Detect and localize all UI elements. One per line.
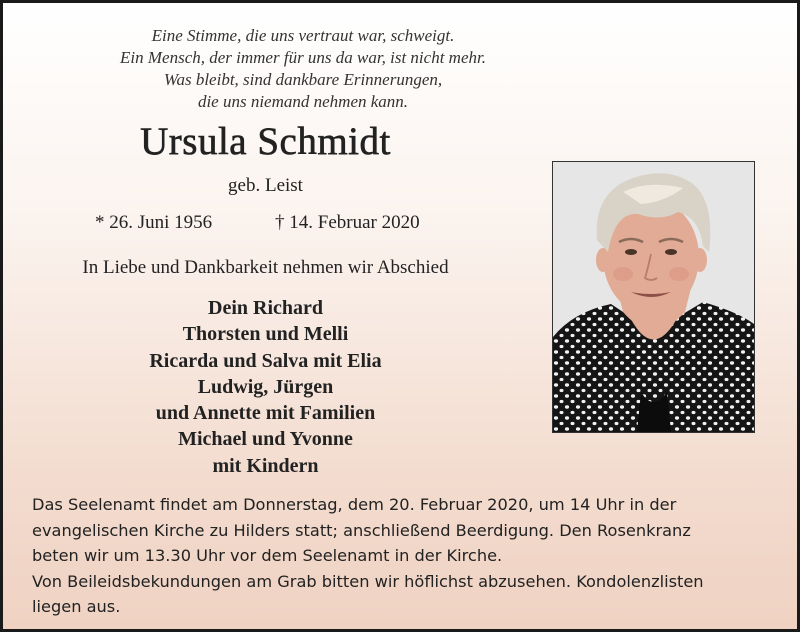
- family-line: und Annette mit Familien: [155, 402, 376, 425]
- notice-line: beten wir um 13.30 Uhr vor dem Seelenamt in der Kirche.: [32, 546, 503, 566]
- portrait-photo: [552, 161, 755, 433]
- farewell-line: In Liebe und Dankbarkeit nehmen wir Abschied: [82, 257, 449, 278]
- family-line: mit Kindern: [212, 454, 319, 477]
- notice-line: Das Seelenamt findet am Donnerstag, dem 20. Februar 2020, um 14 Uhr in der: [32, 495, 677, 514]
- notice-line: liegen aus.: [32, 597, 121, 617]
- cheek-right: [669, 267, 689, 281]
- notice-line: Von Beileidsbekundungen am Grab bitten wir höflichst abzusehen. Kondolenzlisten: [32, 571, 704, 591]
- family-line: Ricarda und Salva mit Elia: [149, 349, 382, 372]
- poem-line: Ein Mensch, der immer für uns da war, ist nicht mehr.: [120, 48, 486, 67]
- poem: [3, 25, 603, 113]
- family-line: Dein Richard: [208, 297, 323, 319]
- family-list: [3, 295, 528, 479]
- cheek-left: [613, 267, 633, 281]
- notice-line: evangelischen Kirche zu Hilders statt; anschließend Beerdigung. Den Rosenkranz: [32, 520, 691, 540]
- ear-right: [693, 248, 707, 272]
- eye-left: [625, 249, 637, 255]
- family-line: Michael und Yvonne: [178, 428, 353, 451]
- eye-right: [665, 249, 677, 255]
- birth-date: * 26. Juni 1956: [95, 212, 213, 233]
- poem-line: Eine Stimme, die uns vertraut war, schweigt.: [151, 26, 455, 45]
- poem-line: Was bleibt, sind dankbare Erinnerungen,: [163, 70, 443, 89]
- portrait-drawing: [553, 162, 754, 432]
- death-date: † 14. Februar 2020: [275, 212, 420, 233]
- family-line: Ludwig, Jürgen: [197, 375, 334, 398]
- family-line: Thorsten und Melli: [182, 323, 349, 346]
- service-notice: [32, 492, 782, 620]
- deceased-name: Ursula Schmidt: [140, 120, 391, 163]
- poem-line: die uns niemand nehmen kann.: [197, 92, 409, 111]
- maiden-name: geb. Leist: [228, 175, 303, 196]
